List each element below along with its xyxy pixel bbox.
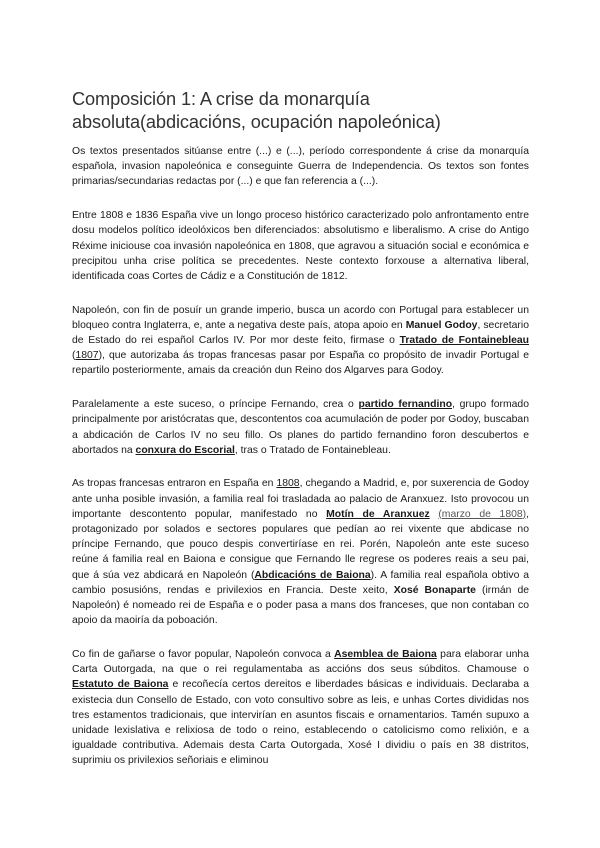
paragraph-napoleon-portugal bbox=[72, 303, 529, 379]
text-segment: ). A familia real española obtivo a cambio posusións, rendas e privilexios en Francia. Deste xeito, bbox=[72, 569, 529, 596]
text-segment: , secretario de Estado do rei español Carlos IV. Por mor deste feito, firmase o bbox=[72, 319, 529, 347]
term-xose-bonaparte: Xosé Bonaparte bbox=[393, 584, 476, 596]
text-segment: Napoleón, con fin de posuír un grande imperio, busca un acordo con Portugal para establecer un bloqueo contra Inglaterra, e, ante a negativa deste país, atopa apoio en bbox=[72, 304, 529, 331]
term-motin-aranxuez: Motín de Aranxuez bbox=[326, 508, 430, 520]
paragraph-asemblea-baiona bbox=[72, 647, 529, 769]
text-segment: , grupo formado principalmente por aristócratas que, descontentos coa acumulación de poder por Godoy, buscaban a abdicación de Carlos IV no seu fillo. Os planes do partido fernandino foron descubertos e abortados na bbox=[72, 399, 529, 456]
document-title: Composición 1: A crise da monarquía absoluta(abdicacións, ocupación napoleónica) bbox=[72, 89, 441, 132]
text-segment: Co fin de gañarse o favor popular, Napoleón convoca a bbox=[72, 648, 335, 660]
text-segment: ( bbox=[72, 350, 76, 362]
text-segment: ), que autorizaba ás tropas francesas pasar por España co propósito de invadir Portugal e repartilo posteriormente, amais da creación dun Reino dos Algarves para Godoy. bbox=[72, 350, 529, 377]
term-tratado-fontainebleau: Tratado de Fontainebleau bbox=[399, 335, 529, 347]
term-estatuto-baiona: Estatuto de Baiona bbox=[72, 679, 169, 691]
paragraph-partido-fernandino bbox=[72, 397, 529, 458]
text-segment: , protagonizado por solados e sectores populares que pedían ao rei vixente que abdicase no príncipe Fernando, que pouco despis convertiríase en rei. Porén, Napoleón ante este suceso reúne á familia real en Baiona e consigue que Fernando lle regrese os poderes reais a seu pai, que á súa vez abdicará en Napoleón ( bbox=[72, 508, 530, 581]
term-partido-fernandino: partido fernandino bbox=[358, 399, 453, 411]
term-asemblea-baiona: Asemblea de Baiona bbox=[334, 648, 437, 660]
date-1807: 1807 bbox=[75, 350, 99, 362]
date-marzo-1808: (marzo de 1808) bbox=[438, 508, 527, 520]
text-segment: (irmán de Napoleón) é nomeado rei de España e o poder pasa a mans dos franceses, que non contaban co apoio da maoiría da poboación. bbox=[72, 584, 530, 627]
text-segment: , chegando a Madrid, e, por suxerencia de Godoy ante unha posible invasión, a familia real foi trasladada ao palacio de Aranxuez. Isto provocou un importante descontento popular, manifestado no bbox=[72, 478, 529, 520]
term-conxura-escorial: conxura do Escorial bbox=[135, 444, 235, 456]
text-segment: , tras o Tratado de Fontainebleau. bbox=[234, 444, 391, 456]
paragraph-context: Entre 1808 e 1836 España vive un longo proceso histórico caracterizado polo anfrontamento entre dosu modelos político ideolóxicos ben diferenciados: absolutismo e liberalismo. A crise do Antigo Réxime iniciouse coa invasión napoleónica en 1808, que agravou a situación social e económica e precipitou unha crise política se precedentes. Neste contexto forxouse a alternativa liberal, identificada coas Cortes de Cádiz e a Constitución de 1812. bbox=[72, 210, 529, 282]
paragraph-intro: Os textos presentados sitúanse entre (...) e (...), período correspondente á crise da monarquía española, invasion napoleónica e conseguinte Guerra de Independencia. Os textos son fontes primarias/secundarias redactas por (...) e que fan referencia a (...). bbox=[72, 146, 529, 188]
text-segment: As tropas francesas entraron en España en bbox=[72, 478, 277, 490]
term-manuel-godoy: Manuel Godoy bbox=[405, 319, 478, 331]
paragraph-motin-aranxuez bbox=[72, 476, 529, 628]
text-segment: e recoñecía certos dereitos e liberdades básicas e individuais. Declaraba a existecia dun Consello de Estado, con voto consultivo sobre as leis, e unhas Cortes divididas nos tres estamentos tradicionais, que intervirían en asuntos fiscais e ornamentarios. Tamén supuxo a unidade lexislativa e relixiosa de todo o reino, establecendo o catolicismo como relixión, e a igualdade contributiva. Ademais desta Carta Outorgada, Xosé I dividiu o país en 38 distritos, suprimiu os privilexios señoriais e eliminou bbox=[72, 679, 529, 767]
text-segment: Paralelamente a este suceso, o príncipe Fernando, crea o bbox=[72, 399, 359, 411]
term-abdicacions-baiona: Abdicacións de Baiona bbox=[254, 569, 371, 581]
date-1808: 1808 bbox=[276, 478, 300, 490]
text-segment: para elaborar unha Carta Outorgada, na que o rei regulamentaba as accións dos seus súbditos. Chamouse o bbox=[72, 648, 529, 676]
